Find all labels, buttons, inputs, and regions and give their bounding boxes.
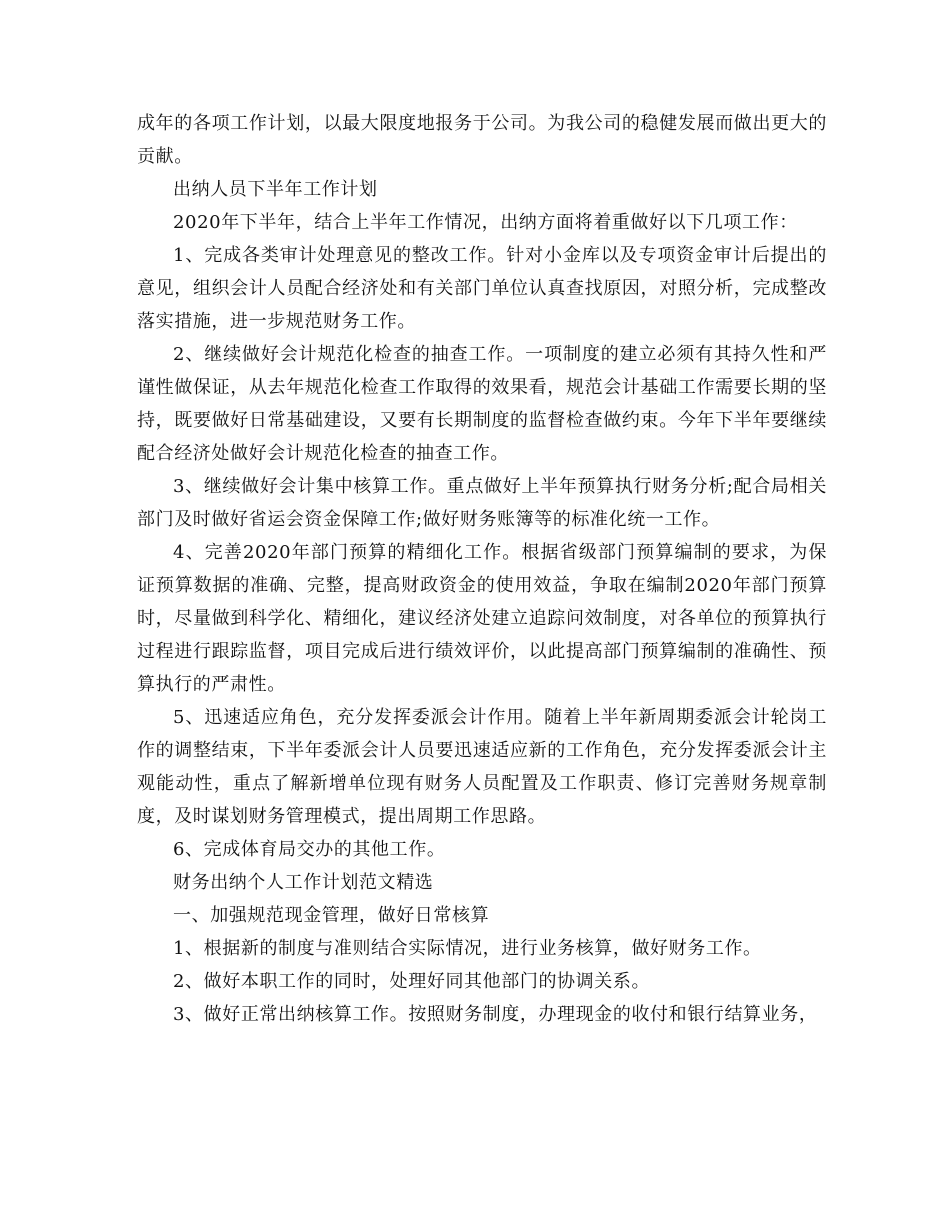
section-heading-personal-plan: 财务出纳个人工作计划范文精选: [173, 872, 434, 893]
list-item-4: 4、完善2020年部门预算的精细化工作。根据省级部门预算编制的要求，为保证预算数据的准确、完整，提高财政资金的使用效益，争取在编制2020年部门预算时，尽量做到科学化、精细化，建议经济处建立追踪问效制度，对各单位的预算执行过程进行跟踪监督，项目完成后进行绩效评价，以此提高部门预算编制的准确性、预算执行的严肃性。: [137, 542, 827, 695]
subsection-heading-1: 一、加强规范现金管理，做好日常核算: [173, 905, 490, 926]
list-item-1: 1、完成各类审计处理意见的整改工作。针对小金库以及专项资金审计后提出的意见，组织会计人员配合经济处和有关部门单位认真查找原因，对照分析，完成整改落实措施，进一步规范财务工作。: [137, 245, 827, 332]
sub-list-item-1: 1、根据新的制度与准则结合实际情况，进行业务核算，做好财务工作。: [173, 938, 762, 959]
paragraph-1: 成年的各项工作计划，以最大限度地报务于公司。为我公司的稳健发展而做出更大的贡献。: [137, 113, 827, 167]
sub-list-item-2: 2、做好本职工作的同时，处理好同其他部门的协调关系。: [173, 971, 651, 992]
list-item-5: 5、迅速适应角色，充分发挥委派会计作用。随着上半年新周期委派会计轮岗工作的调整结束，下半年委派会计人员要迅速适应新的工作角色，充分发挥委派会计主观能动性，重点了解新增单位现有财务人员配置及工作职责、修订完善财务规章制度，及时谋划财务管理模式，提出周期工作思路。: [137, 707, 827, 827]
list-item-3: 3、继续做好会计集中核算工作。重点做好上半年预算执行财务分析;配合局相关部门及时做好省运会资金保障工作;做好财务账簿等的标准化统一工作。: [137, 476, 827, 530]
sub-list-item-3: 3、做好正常出纳核算工作。按照财务制度，办理现金的收付和银行结算业务，: [173, 1004, 818, 1025]
list-item-2: 2、继续做好会计规范化检查的抽查工作。一项制度的建立必须有其持久性和严谨性做保证，从去年规范化检查工作取得的效果看，规范会计基础工作需要长期的坚持，既要做好日常基础建设，又要有长期制度的监督检查做约束。今年下半年要继续配合经济处做好会计规范化检查的抽查工作。: [137, 344, 827, 464]
paragraph-intro: 2020年下半年，结合上半年工作情况，出纳方面将着重做好以下几项工作：: [173, 212, 798, 233]
document-body: [137, 107, 827, 1031]
section-heading-cashier-plan: 出纳人员下半年工作计划: [173, 179, 378, 200]
list-item-6: 6、完成体育局交办的其他工作。: [173, 839, 446, 860]
